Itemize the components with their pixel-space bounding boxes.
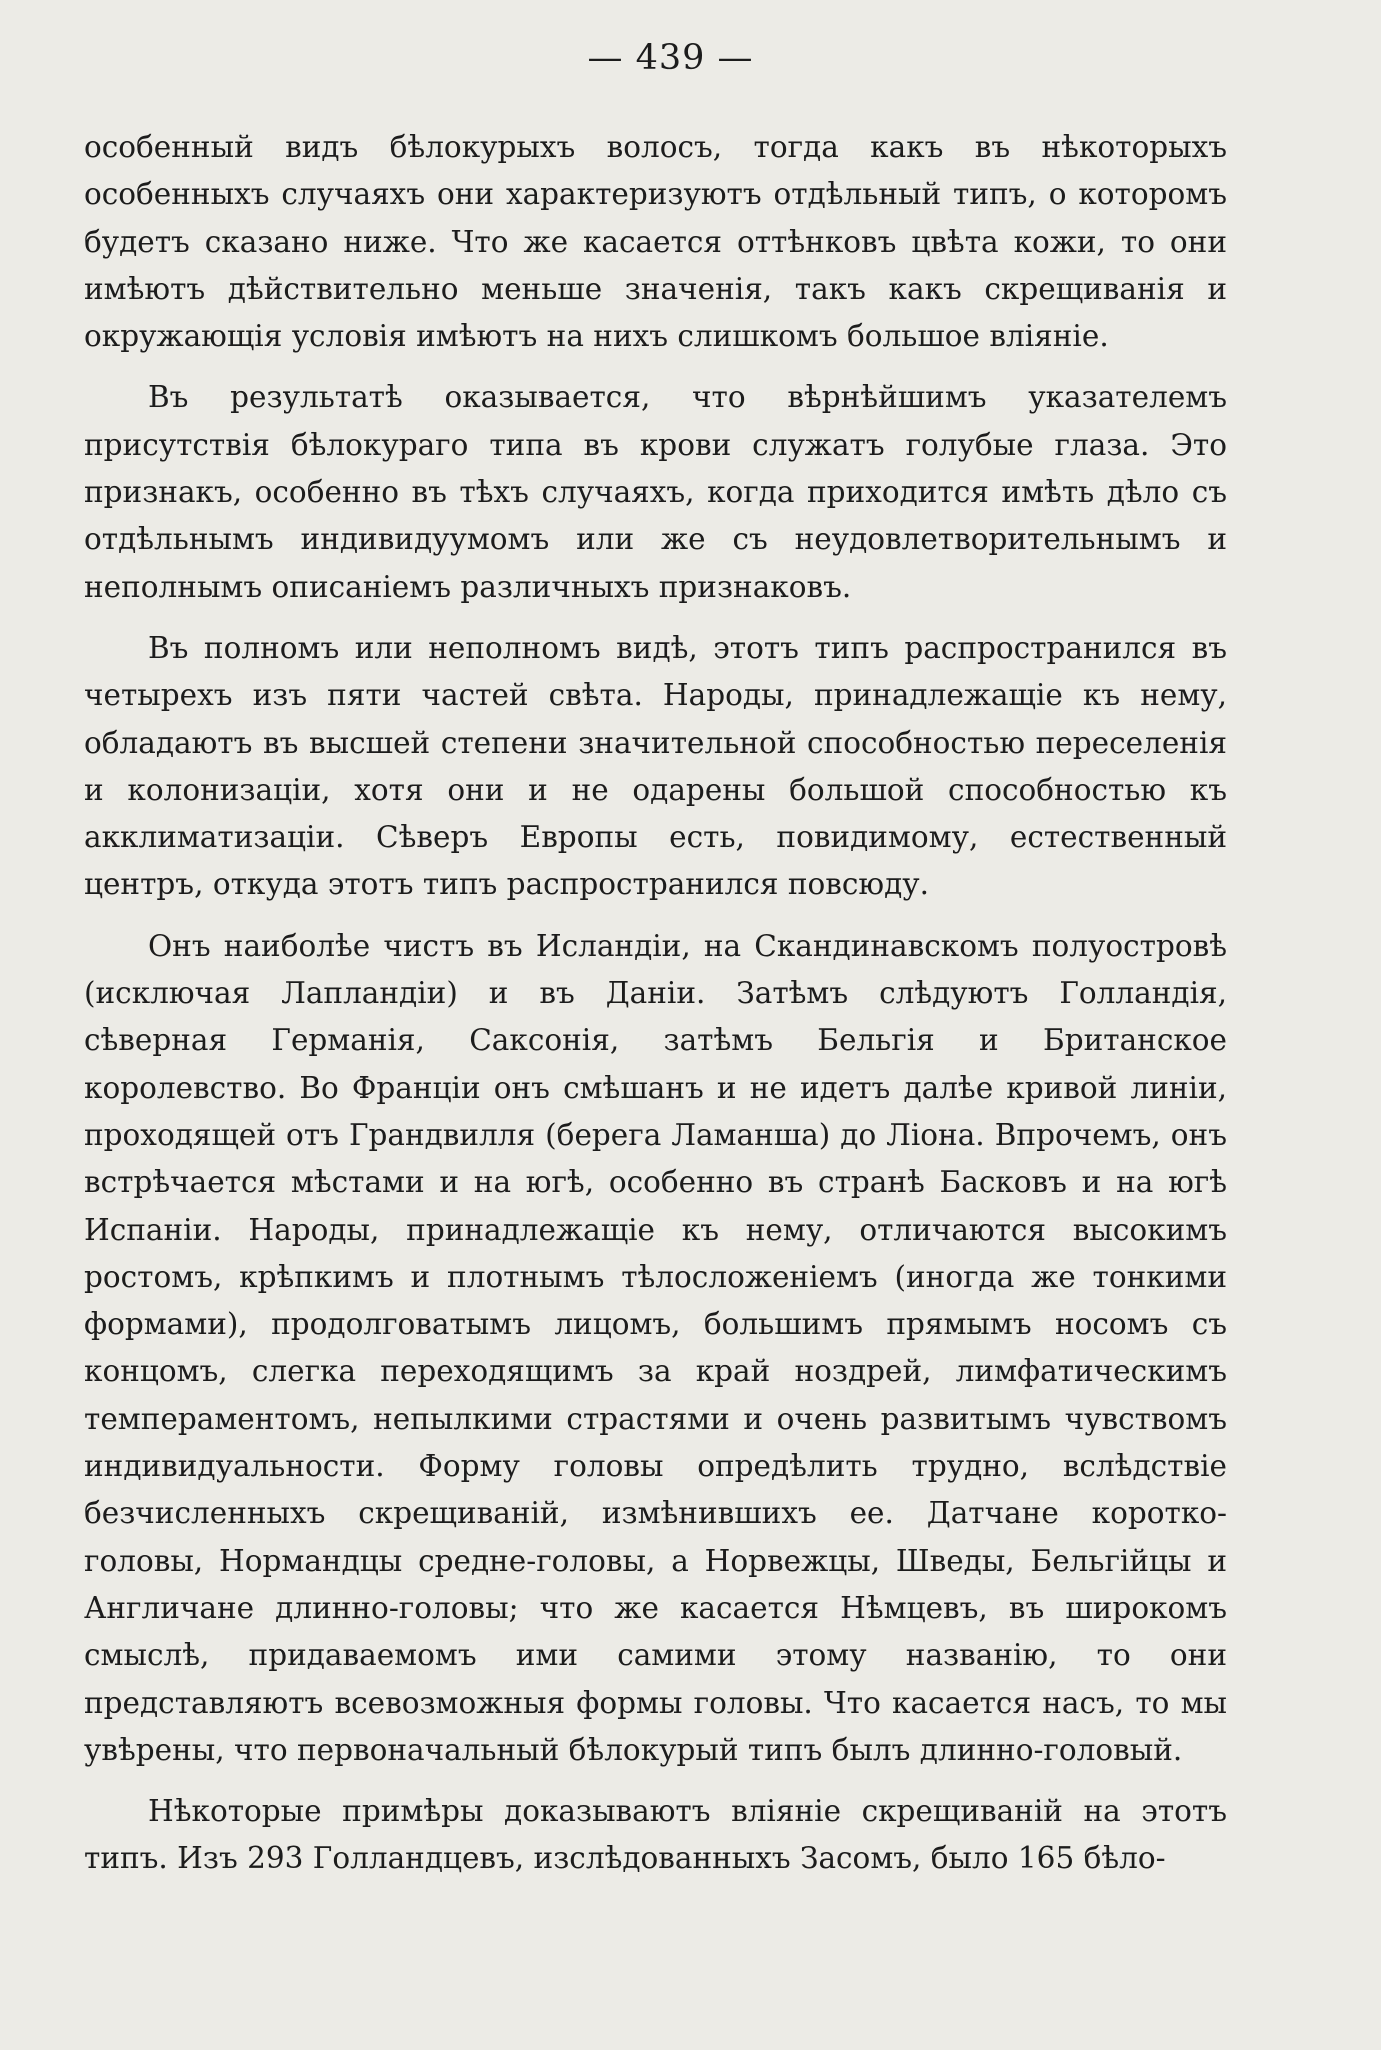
- paragraph-2: Въ результатѣ оказывается, что вѣрнѣйшимъ указателемъ присутствія бѣлокураго типа въ крови служатъ голубые глаза. Это признакъ, особенно въ тѣхъ случаяхъ, когда приходится имѣть дѣло съ отдѣльнымъ индивидуумомъ или же съ неудовлетворительнымъ и неполнымъ описаніемъ различныхъ признаковъ.: [84, 380, 1227, 604]
- page-body-text: [84, 124, 1227, 1883]
- paragraph-4: Онъ наиболѣе чистъ въ Исландіи, на Скандинавскомъ полуостровѣ (исключая Лапландіи) и въ Даніи. Затѣмъ слѣдуютъ Голландія, сѣверная Германія, Саксонія, затѣмъ Бельгія и Британское королевство. Во Франціи онъ смѣшанъ и не идетъ далѣе кривой линіи, проходящей отъ Грандвилля (берега Ламанша) до Ліона. Впрочемъ, онъ встрѣчается мѣстами и на югѣ, особенно въ странѣ Басковъ и на югѣ Испаніи. Народы, принадлежащіе къ нему, отличаются высокимъ ростомъ, крѣпкимъ и плотнымъ тѣлосложеніемъ (иногда же тонкими формами), продолговатымъ лицомъ, большимъ прямымъ носомъ съ концомъ, слегка переходящимъ за край ноздрей, лимфатическимъ темпераментомъ, непылкими страстями и очень развитымъ чувствомъ индивидуальности. Форму головы опредѣлить трудно, вслѣдствіе безчисленныхъ скрещиваній, измѣнившихъ ее. Датчане коротко-головы, Нормандцы средне-головы, а Норвежцы, Шведы, Бельгійцы и Англичане длинно-головы; что же касается Нѣмцевъ, въ широкомъ смыслѣ, придаваемомъ ими самими этому названію, то они представляютъ всевозможныя формы головы. Что касается насъ, то мы увѣрены, что первоначальный бѣлокурый типъ былъ длинно-головый.: [84, 928, 1227, 1767]
- paragraph-3: Въ полномъ или неполномъ видѣ, этотъ типъ распространился въ четырехъ изъ пяти частей свѣта. Народы, принадлежащіе къ нему, обладаютъ въ высшей степени значительной способностью переселенія и колонизаціи, хотя они и не одарены большой способностью къ акклиматизаціи. Сѣверъ Европы есть, повидимому, естественный центръ, откуда этотъ типъ распространился повсюду.: [84, 630, 1227, 902]
- page-number: — 439 —: [587, 38, 754, 78]
- paragraph-1: особенный видъ бѣлокурыхъ волосъ, тогда какъ въ нѣкоторыхъ особенныхъ случаяхъ они характеризуютъ отдѣльный типъ, о которомъ будетъ сказано ниже. Что же касается оттѣнковъ цвѣта кожи, то они имѣютъ дѣйствительно меньше значенія, такъ какъ скрещиванія и окружающія условія имѣютъ на нихъ слишкомъ большое вліяніе.: [84, 130, 1227, 354]
- paragraph-5: Нѣкоторые примѣры доказываютъ вліяніе скрещиваній на этотъ типъ. Изъ 293 Голландцевъ, изслѣдованныхъ Засомъ, было 165 бѣло-: [84, 1794, 1227, 1876]
